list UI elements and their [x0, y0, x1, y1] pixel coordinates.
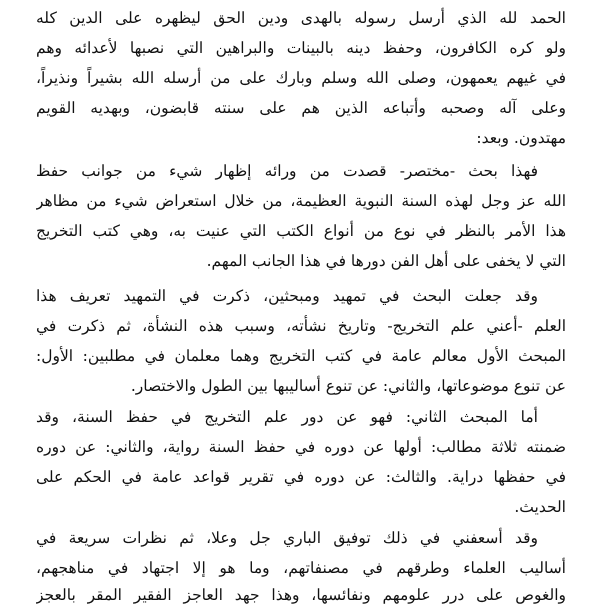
text-line: المبحث الأول معالم عامة في كتب التخريج وهما معلمان في مطلبين: الأول: — [36, 347, 566, 365]
text-line: ضمنته ثلاثة مطالب: أولها عن دوره في حفظ السنة رواية، والثاني: عن دوره — [36, 438, 566, 456]
text-line: وقد أسعفني في ذلك توفيق الباري جل وعلا، ثم نظرات سريعة في — [36, 529, 538, 547]
text-line: وقد جعلت البحث في تمهيد ومبحثين، ذكرت في التمهيد تعريف هذا — [36, 287, 538, 305]
text-line: والغوص على درر علومهم ونفائسها، وهذا جهد العاجز الفقير المقر بالعجز — [36, 586, 566, 604]
text-line: في غيهم يعمهون، وصلى الله وسلم وبارك على من أرسله الله بشيراً ونذيراً، — [36, 69, 566, 87]
text-line: أساليب العلماء وطرقهم في مصنفاتهم، وما هو إلا اجتهاد في مناهجهم، — [36, 559, 566, 577]
text-line: في حفظها دراية. والثالث: عن دوره في تقرير قواعد عامة في الحكم على — [36, 468, 566, 486]
text-line: فهذا بحث -مختصر- قصدت من ورائه إظهار شيء من جوانب حفظ — [36, 162, 538, 180]
text-line: هذا الأمر بالنظر في نوع من أنواع الكتب التي عنيت به، وهي كتب التخريج — [36, 222, 566, 240]
text-line: وعلى آله وصحبه وأتباعه الذين هم على سنته قابضون، وبهديه القويم — [36, 99, 566, 117]
text-line: العلم -أعني علم التخريج- وتاريخ نشأته، وسبب هذه النشأة، ثم ذكرت في — [36, 317, 566, 335]
text-line: الحمد لله الذي أرسل رسوله بالهدى ودين الحق ليظهره على الدين كله — [36, 9, 566, 27]
text-line: عن تنوع موضوعاتها، والثاني: عن تنوع أساليبها بين الطول والاختصار. — [130, 377, 566, 395]
text-line: ولو كره الكافرون، وحفظ دينه بالبينات والبراهين التي نصبها لأعدائه وهم — [36, 39, 566, 57]
text-line: أما المبحث الثاني: فهو عن دور علم التخريج في حفظ السنة، وقد — [36, 408, 538, 426]
text-line: مهتدون. وبعد: — [476, 129, 566, 147]
text-line: الحديث. — [514, 498, 566, 516]
text-line: التي لا يخفى على أهل الفن دورها في هذا الجانب المهم. — [206, 252, 566, 270]
text-line: الله عز وجل لهذه السنة النبوية العظيمة، من خلال استعراض شيء من مظاهر — [36, 192, 566, 210]
